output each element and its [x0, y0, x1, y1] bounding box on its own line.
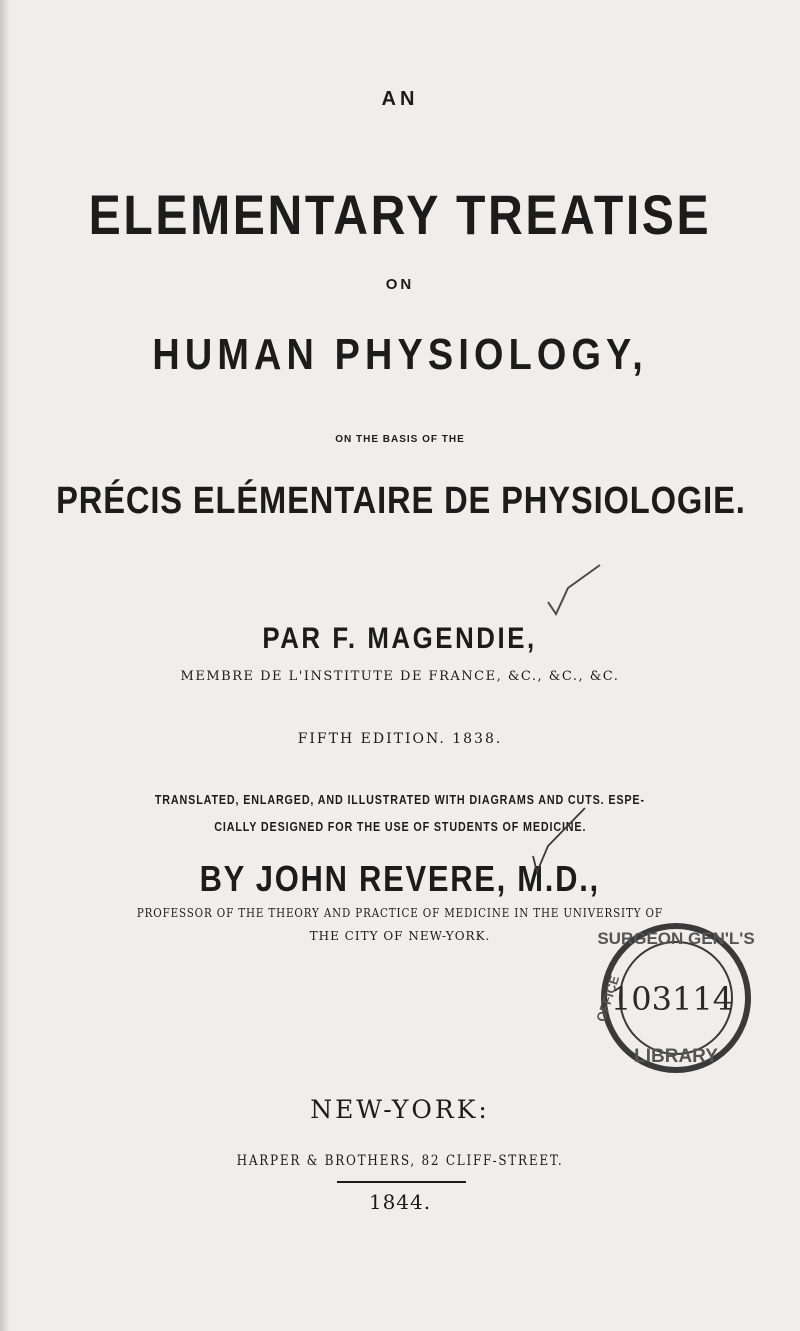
author-credentials: MEMBRE DE L'INSTITUTE DE FRANCE, &C., &C., &C. [180, 669, 620, 684]
author-line: PAR F. MAGENDIE, [262, 622, 538, 655]
title-article: AN [381, 88, 419, 110]
publication-year: 1844. [368, 1190, 432, 1214]
publication-place: NEW-YORK: [310, 1095, 490, 1124]
original-title: PRÉCIS ELÉMENTAIRE DE PHYSIOLOGIE. [56, 480, 746, 522]
translator-credentials-line1: PROFESSOR OF THE THEORY AND PRACTICE OF MEDICINE IN THE UNIVERSITY OF [136, 906, 664, 920]
stamp-text-top: SURGEON GEN'L'S [597, 929, 755, 948]
translation-note-line1: TRANSLATED, ENLARGED, AND ILLUSTRATED WITH DIAGRAMS AND CUTS. ESPE- [154, 793, 645, 807]
translation-note-line2: CIALLY DESIGNED FOR THE USE OF STUDENTS OF MEDICINE. [213, 820, 587, 834]
publisher-line: HARPER & BROTHERS, 82 CLIFF-STREET. [236, 1153, 564, 1169]
stamp-text-left: OFFICE [593, 973, 623, 1024]
year-rule [337, 1181, 466, 1183]
translator-line: BY JOHN REVERE, M.D., [199, 858, 601, 899]
basis-line: ON THE BASIS OF THE [335, 434, 465, 445]
title-subject: HUMAN PHYSIOLOGY, [152, 330, 648, 379]
title-on: ON [385, 276, 415, 293]
title-main: ELEMENTARY TREATISE [88, 183, 712, 246]
edition-line: FIFTH EDITION. 1838. [297, 731, 503, 747]
stamp-number: 103114 [610, 980, 734, 1018]
stamp-text-bottom: LIBRARY [634, 1046, 718, 1067]
translator-credentials-line2: THE CITY OF NEW-YORK. [309, 929, 491, 943]
pencil-check-mark-1 [548, 565, 600, 614]
